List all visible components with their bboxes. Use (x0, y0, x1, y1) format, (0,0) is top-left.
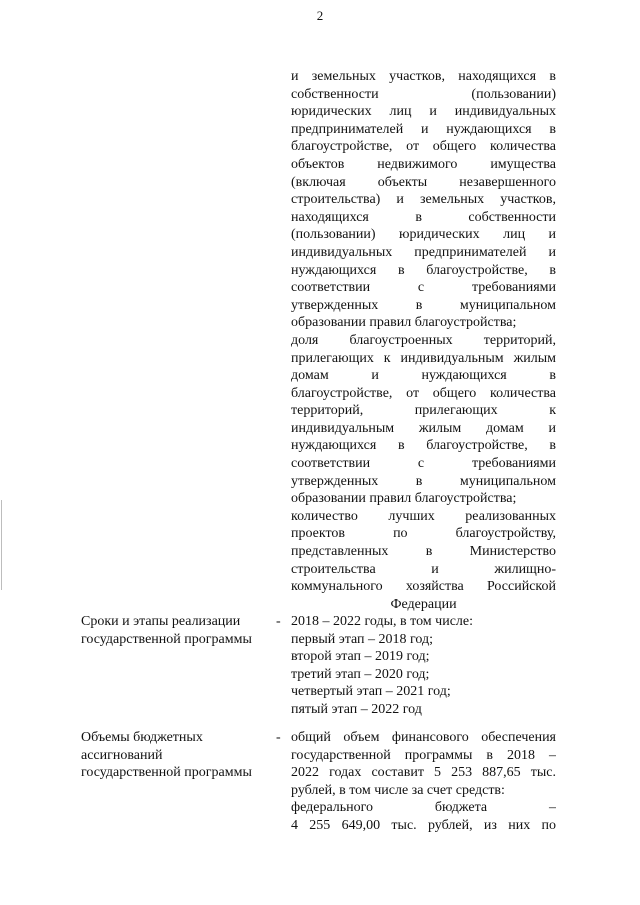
text-line: 2022 годах составит 5 253 887,65 тыс. (291, 765, 556, 781)
text-line: домам и нуждающихся в (291, 368, 556, 384)
text-line: Федерации (390, 596, 457, 612)
budget-dash: - (276, 730, 281, 745)
text-line: (включая объекты незавершенного (291, 174, 556, 190)
text-line: (пользовании) юридических лиц и (291, 227, 556, 243)
text-line: федерального бюджета – (291, 800, 556, 816)
text-line: образовании правил благоустройства; (291, 315, 517, 331)
text-line: предпринимателей и нуждающихся в (291, 121, 556, 137)
label-line: государственной программы (81, 765, 252, 781)
text-line: индивидуальных предпринимателей и (291, 244, 556, 260)
budget-label (81, 729, 281, 782)
text-line: государственной программы в 2018 – (291, 747, 556, 763)
text-line: юридических лиц и индивидуальных (291, 104, 556, 120)
text-line: нуждающихся в благоустройстве, в (291, 438, 556, 454)
text-line: количество лучших реализованных (291, 508, 556, 524)
text-line: индивидуальным жилым домам и (291, 420, 556, 436)
text-line: соответствии с требованиями (291, 280, 556, 296)
label-line: Сроки и этапы реализации (81, 614, 241, 629)
text-line: первый этап – 2018 год; (291, 631, 434, 647)
text-line: территорий, прилегающих к (291, 403, 556, 419)
text-line: доля благоустроенных территорий, (291, 332, 556, 348)
text-line: утвержденных в муниципальном (291, 473, 556, 489)
text-line: коммунального хозяйства Российской (291, 579, 556, 595)
label-line: ассигнований (81, 747, 163, 763)
scan-edge-mark (1, 500, 2, 590)
text-line: 4 255 649,00 тыс. рублей, из них по (291, 817, 556, 833)
text-line: благоустройстве, от общего количества (291, 385, 556, 401)
text-line: пятый этап – 2022 год (291, 701, 422, 717)
budget-text (291, 729, 556, 835)
label-line: государственной программы (81, 631, 252, 647)
continuation-text (291, 68, 556, 613)
text-line: второй этап – 2019 год; (291, 649, 430, 665)
text-line: представленных в Министерство (291, 544, 556, 560)
text-line: и земельных участков, находящихся в (291, 69, 556, 84)
text-line: 2018 – 2022 годы, в том числе: (291, 614, 473, 629)
text-line: находящихся в собственности (291, 209, 556, 225)
text-line: соответствии с требованиями (291, 456, 556, 472)
stages-text (291, 613, 556, 719)
label-line: Объемы бюджетных (81, 730, 203, 745)
text-line: общий объем финансового обеспечения (291, 730, 556, 745)
text-line: прилегающих к индивидуальным жилым (291, 350, 556, 366)
text-line: строительства и жилищно- (291, 561, 556, 577)
page-number: 2 (316, 8, 324, 23)
text-line: нуждающихся в благоустройстве, в (291, 262, 556, 278)
text-line: четвертый этап – 2021 год; (291, 684, 451, 700)
text-line: строительства) и земельных участков, (291, 192, 556, 208)
text-line: благоустройстве, от общего количества (291, 139, 556, 155)
text-line: образовании правил благоустройства; (291, 491, 517, 507)
text-line: утвержденных в муниципальном (291, 297, 556, 313)
stages-dash: - (276, 614, 281, 629)
stages-label (81, 613, 281, 648)
text-line: проектов по благоустройству, (291, 526, 556, 542)
text-line: объектов недвижимого имущества (291, 156, 556, 172)
text-line: третий этап – 2020 год; (291, 666, 430, 682)
text-line: собственности (пользовании) (291, 86, 556, 102)
text-line: рублей, в том числе за счет средств: (291, 782, 505, 798)
